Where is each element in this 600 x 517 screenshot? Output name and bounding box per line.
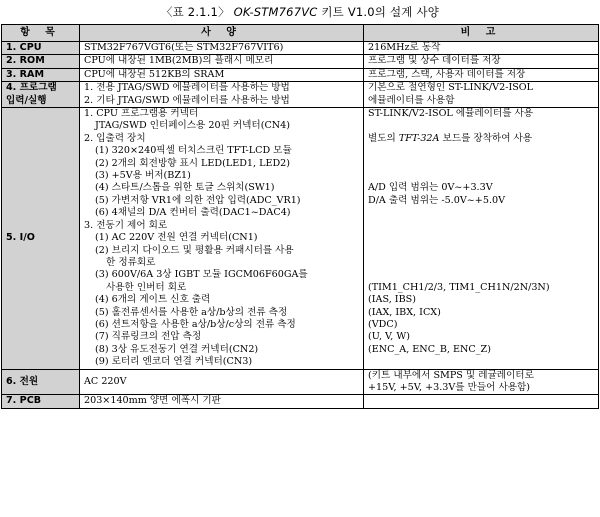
note-line [368, 395, 594, 407]
caption-prefix: 〈표 2.1.1〉 [160, 5, 230, 19]
note-line [368, 269, 594, 281]
note-line: (키트 내부에서 SMPS 및 레귤레이터로 [368, 369, 534, 381]
note-line [368, 220, 594, 232]
note-line: (U, V, W) [368, 331, 410, 343]
caption-model: OK-STM767VC [233, 5, 318, 19]
note-tft-board: TFT-32A [398, 132, 440, 144]
note-line [368, 207, 594, 219]
row-spec-rom [80, 55, 364, 68]
row-note-power [364, 369, 599, 395]
note-line [368, 145, 594, 157]
row-spec-io [80, 108, 364, 370]
note-line: ST-LINK/V2-ISOL 에뮬레이터를 사용 [368, 108, 534, 120]
note-line: +15V, +5V, +3.3V를 만들어 사용함) [368, 381, 531, 393]
row-item-io [2, 108, 80, 370]
spec-line: 3. 전동기 제어 회로 [84, 219, 168, 231]
table-row [2, 82, 599, 108]
row-item-label: 2. ROM [6, 55, 45, 67]
note-line: (IAX, IBX, ICX) [368, 306, 441, 318]
table-row [2, 108, 599, 370]
row-item-label: 6. 전원 [6, 375, 39, 387]
spec-line: (9) 로터리 엔코더 연결 커넥터(CN3) [95, 356, 253, 368]
note-line: (IAS, IBS) [368, 294, 416, 306]
spec-line: 2. 입출력 장치 [84, 132, 146, 144]
note-line: D/A 출력 범위는 -5.0V~+5.0V [368, 194, 506, 206]
note-line: (TIM1_CH1/2/3, TIM1_CH1N/2N/3N) [368, 281, 550, 293]
spec-line: (7) 직류링크의 전압 측정 [95, 331, 202, 343]
note-line [368, 257, 594, 269]
spec-line: (8) 3상 유도전동기 연결 커넥터(CN2) [95, 343, 259, 355]
row-spec-pcb [80, 395, 364, 408]
note-line: 프로그램 및 상수 데이터를 저장 [368, 55, 501, 67]
table-row [2, 68, 599, 81]
row-item-label: 4. 프로그램 [6, 82, 57, 94]
table-row [2, 55, 599, 68]
row-item-label: 3. RAM [6, 68, 45, 80]
spec-line: (2) 2개의 회전방향 표시 LED(LED1, LED2) [95, 157, 291, 169]
spec-line: 1. 전용 JTAG/SWD 에뮬레이터를 사용하는 방법 [84, 82, 290, 94]
row-spec-cpu [80, 42, 364, 55]
spec-line: (5) 가변저항 VR1에 의한 전압 입력(ADC_VR1) [95, 194, 301, 206]
note-line: A/D 입력 범위는 0V~+3.3V [368, 182, 493, 194]
row-item-cpu [2, 42, 80, 55]
spec-line: (4) 6개의 게이트 신호 출력 [95, 294, 211, 306]
spec-line: AC 220V [84, 375, 127, 387]
table-header-row [2, 25, 599, 42]
spec-table [1, 24, 599, 409]
note-line [368, 245, 594, 257]
row-spec-ram [80, 68, 364, 81]
row-note-rom [364, 55, 599, 68]
table-caption [0, 4, 600, 20]
row-note-program [364, 82, 599, 108]
spec-line: CPU에 내장된 512KB의 SRAM [84, 68, 225, 80]
row-item-label: 1. CPU [6, 42, 42, 53]
spec-line: (6) 4채널의 D/A 컨버터 출력(DAC1~DAC4) [95, 207, 291, 219]
note-line: (ENC_A, ENC_B, ENC_Z) [368, 343, 491, 355]
row-item-label: 5. I/O [6, 232, 35, 244]
spec-line: (1) AC 220V 전원 연결 커넥터(CN1) [95, 232, 258, 244]
spec-line: STM32F767VGT6(또는 STM32F767VIT6) [84, 42, 284, 53]
spec-line: (2) 브리지 다이오드 및 평활용 커패시터를 사용 [95, 244, 294, 256]
note-line [368, 120, 594, 132]
note-line [368, 232, 594, 244]
note-line: (VDC) [368, 318, 398, 330]
spec-line: 203×140mm 양면 에폭시 기판 [84, 395, 221, 407]
note-line: 에뮬레이터를 사용함 [368, 94, 455, 106]
note-line: 216MHz로 동작 [368, 42, 441, 53]
row-item-label: 7. PCB [6, 395, 42, 407]
spec-line: (1) 320×240픽셀 터치스크린 TFT-LCD 모듈 [95, 145, 292, 157]
table-row [2, 42, 599, 55]
spec-line: CPU에 내장된 1MB(2MB)의 플래시 메모리 [84, 55, 274, 67]
spec-line: JTAG/SWD 인터페이스용 20핀 커넥터(CN4) [95, 120, 291, 132]
spec-line: 사용한 인버터 회로 [106, 281, 187, 293]
row-item-label: 입력/실행 [6, 94, 47, 106]
spec-line: (4) 스타트/스톱을 위한 토글 스위치(SW1) [95, 182, 275, 194]
table-row [2, 395, 599, 408]
row-item-power [2, 369, 80, 395]
row-item-program [2, 82, 80, 108]
spec-line: 1. CPU 프로그램용 커넥터 [84, 108, 199, 120]
spec-line: (3) +5V용 버저(BZ1) [95, 170, 191, 182]
note-line [368, 170, 594, 182]
header-note: 비 고 [364, 25, 599, 42]
note-tft-tail: 보드를 장착하여 사용 [442, 132, 533, 144]
caption-suffix: 키트 V1.0의 설계 사양 [321, 5, 440, 19]
row-spec-power [80, 369, 364, 395]
note-line: 기본으로 절연형인 ST-LINK/V2-ISOL [368, 82, 534, 94]
row-spec-program [80, 82, 364, 108]
row-item-rom [2, 55, 80, 68]
note-tft-prefix: 별도의 [368, 132, 396, 144]
note-line [368, 133, 594, 145]
spec-line: (6) 션트저항을 사용한 a상/b상/c상의 전류 측정 [95, 318, 296, 330]
spec-line: (3) 600V/6A 3상 IGBT 모듈 IGCM06F60GA를 [95, 269, 308, 281]
spec-line: (5) 홀전류센서를 사용한 a상/b상의 전류 측정 [95, 306, 288, 318]
spec-line: 2. 기타 JTAG/SWD 에뮬레이터를 사용하는 방법 [84, 94, 290, 106]
row-note-pcb [364, 395, 599, 408]
row-note-ram [364, 68, 599, 81]
row-item-ram [2, 68, 80, 81]
note-line [368, 158, 594, 170]
row-note-cpu [364, 42, 599, 55]
table-row [2, 369, 599, 395]
header-item: 항 목 [2, 25, 80, 42]
row-note-io [364, 108, 599, 370]
note-line: 프로그램, 스택, 사용자 데이터를 저장 [368, 68, 526, 80]
row-item-pcb [2, 395, 80, 408]
header-spec: 사 양 [80, 25, 364, 42]
spec-line: 한 정류회로 [106, 256, 156, 268]
